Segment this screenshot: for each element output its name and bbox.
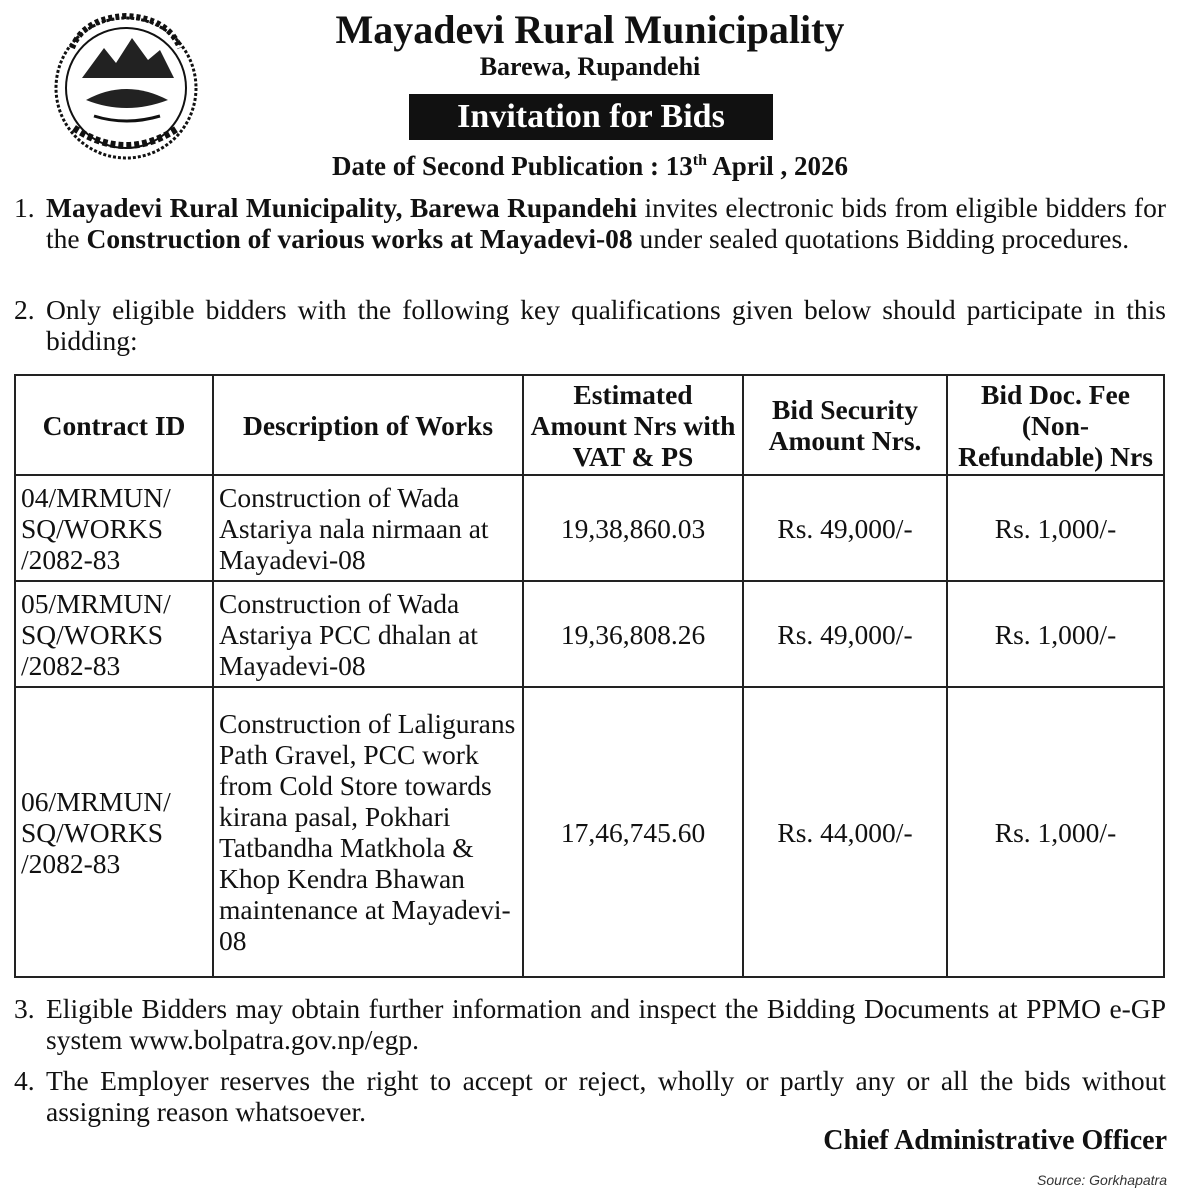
cell-security: Rs. 49,000/- (743, 475, 947, 581)
paragraph-1: 1. Mayadevi Rural Municipality, Barewa Rupandehi invites electronic bids from eligible bidders for the Construction of various works at Mayadevi-08 under sealed quotations Bidding procedures. (14, 192, 1166, 254)
municipality-seal-icon (44, 8, 208, 164)
cell-description: Construction of Wada Astariya nala nirmaan at Mayadevi-08 (213, 475, 523, 581)
cell-amount: 17,46,745.60 (523, 687, 743, 977)
cell-security: Rs. 49,000/- (743, 581, 947, 687)
header-contract-id: Contract ID (15, 375, 213, 475)
cell-fee: Rs. 1,000/- (947, 475, 1164, 581)
publication-date: Date of Second Publication : 13th April , 2026 (332, 151, 848, 181)
cell-description: Construction of Wada Astariya PCC dhalan at Mayadevi-08 (213, 581, 523, 687)
municipality-location: Barewa, Rupandehi (479, 52, 701, 81)
header-description: Description of Works (213, 375, 523, 475)
header-bid-security: Bid Security Amount Nrs. (743, 375, 947, 475)
paragraph-4: 4. The Employer reserves the right to accept or reject, wholly or partly any or all the bids without assigning reason whatsoever. (14, 1065, 1166, 1127)
signature: Chief Administrative Officer (823, 1125, 1167, 1156)
cell-contract-id: 06/MRMUN/ SQ/WORKS /2082-83 (15, 687, 213, 977)
paragraph-2: 2. Only eligible bidders with the following key qualifications given below should participate in this bidding: (14, 294, 1166, 356)
cell-amount: 19,36,808.26 (523, 581, 743, 687)
table-row (15, 581, 1164, 687)
paragraph-3: 3. Eligible Bidders may obtain further information and inspect the Bidding Documents at PPMO e-GP system www.bolpatra.gov.np/egp. (14, 993, 1166, 1055)
notice-title: Invitation for Bids (409, 94, 773, 140)
cell-amount: 19,38,860.03 (523, 475, 743, 581)
table-header-row (15, 375, 1164, 475)
cell-security: Rs. 44,000/- (743, 687, 947, 977)
header-bid-doc-fee: Bid Doc. Fee (Non-Refundable) Nrs (947, 375, 1164, 475)
cell-contract-id: 05/MRMUN/ SQ/WORKS /2082-83 (15, 581, 213, 687)
municipality-name: Mayadevi Rural Municipality (335, 7, 845, 52)
bids-table (14, 374, 1165, 978)
header-estimated-amount: Estimated Amount Nrs with VAT & PS (523, 375, 743, 475)
cell-contract-id: 04/MRMUN/ SQ/WORKS /2082-83 (15, 475, 213, 581)
cell-fee: Rs. 1,000/- (947, 581, 1164, 687)
table-row (15, 475, 1164, 581)
cell-description: Construction of Laligurans Path Gravel, PCC work from Cold Store towards kirana pasal, Pokhari Tatbandha Matkhola & Khop Kendra Bhawan maintenance at Mayadevi-08 (213, 687, 523, 977)
source-credit: Source: Gorkhapatra (1037, 1172, 1167, 1188)
cell-fee: Rs. 1,000/- (947, 687, 1164, 977)
table-row (15, 687, 1164, 977)
